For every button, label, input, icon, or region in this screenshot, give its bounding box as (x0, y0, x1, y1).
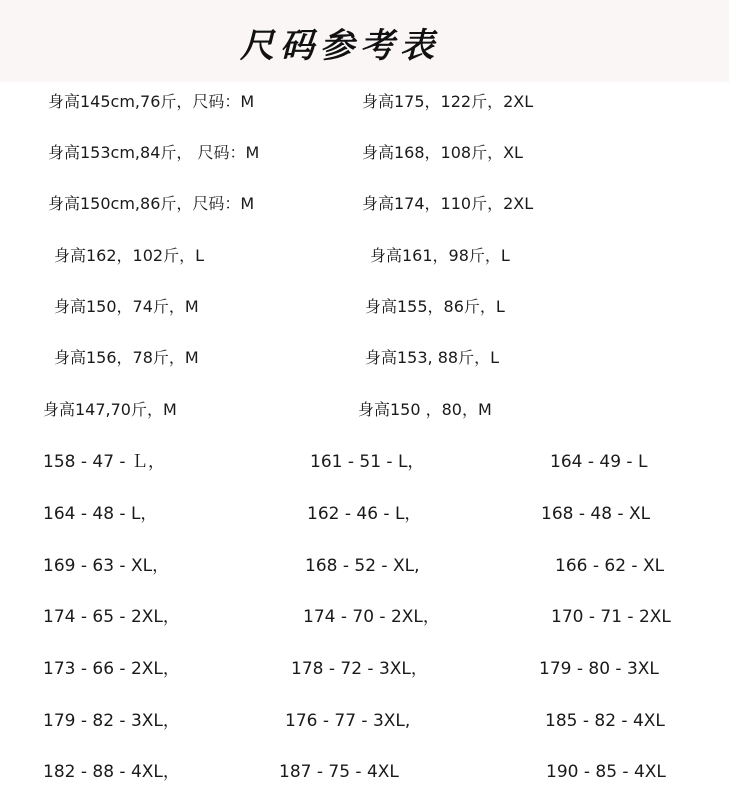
size-entry: 179 - 80 - 3XL (539, 659, 659, 679)
size-entry: 164 - 49 - L (550, 452, 648, 472)
size-entry: 190 - 85 - 4XL (546, 762, 666, 782)
reference-row-right: 身高168，108斤，XL (362, 143, 523, 162)
page-title: 尺码参考表 (240, 26, 440, 66)
size-entry: 173 - 66 - 2XL， (43, 659, 180, 679)
reference-row-left: 身高150，74斤，M (54, 297, 199, 316)
size-chart-panel (38, 82, 729, 786)
reference-row-left: 身高162，102斤，L (54, 246, 204, 265)
size-entry: 174 - 70 - 2XL， (303, 607, 440, 627)
size-entry: 170 - 71 - 2XL (551, 607, 671, 627)
size-entry: 162 - 46 - L， (307, 504, 422, 524)
size-entry: 187 - 75 - 4XL (279, 762, 399, 782)
right-margin (729, 0, 749, 786)
reference-row-left: 身高147,70斤，M (43, 400, 177, 419)
reference-row-left: 身高150cm,86斤，尺码：M (48, 194, 255, 213)
reference-row-right: 身高174，110斤，2XL (362, 194, 534, 213)
reference-row-right: 身高153, 88斤，L (365, 348, 499, 367)
reference-row-left: 身高145cm,76斤，尺码：M (48, 92, 255, 111)
size-entry: 182 - 88 - 4XL， (43, 762, 180, 782)
size-entry: 168 - 48 - XL (541, 504, 651, 524)
reference-row-right: 身高161，98斤，L (370, 246, 510, 265)
size-entry: 158 - 47 - Ｌ， (43, 452, 165, 472)
size-entry: 164 - 48 - L， (43, 504, 158, 524)
size-entry: 185 - 82 - 4XL (545, 711, 665, 731)
size-entry: 176 - 77 - 3XL, (285, 711, 411, 731)
size-entry: 179 - 82 - 3XL， (43, 711, 180, 731)
size-entry: 174 - 65 - 2XL， (43, 607, 180, 627)
size-entry: 166 - 62 - XL (555, 556, 665, 576)
reference-row-left: 身高153cm,84斤， 尺码：M (48, 143, 260, 162)
reference-row-right: 身高175，122斤，2XL (362, 92, 534, 111)
reference-row-right: 身高155，86斤，L (365, 297, 505, 316)
size-entry: 169 - 63 - XL， (43, 556, 170, 576)
size-entry: 168 - 52 - XL, (305, 556, 420, 576)
reference-row-left: 身高156，78斤，M (54, 348, 199, 367)
reference-row-right: 身高150 ，80，M (358, 400, 492, 419)
size-entry: 178 - 72 - 3XL， (291, 659, 428, 679)
title-banner (0, 0, 729, 82)
size-entry: 161 - 51 - L， (310, 452, 425, 472)
